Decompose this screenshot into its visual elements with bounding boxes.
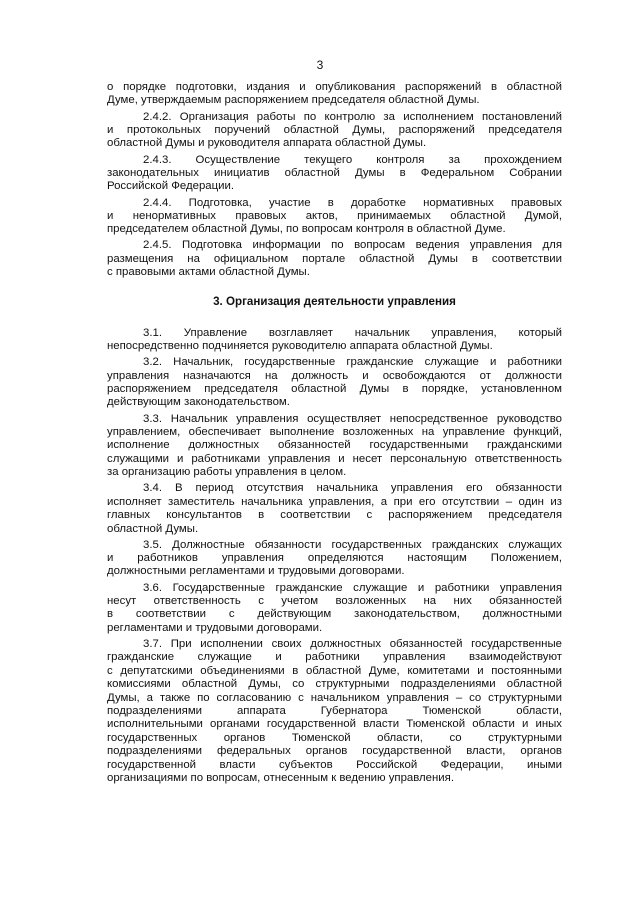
paragraph-3-3	[107, 413, 562, 480]
text-line: Думе, утверждаемым распоряжением председателя областной Думы.	[107, 94, 480, 107]
text-line: областной Думы и руководителя аппарата областной Думы.	[107, 137, 427, 150]
text-line: и работников управления определяются настоящим Положением,	[107, 552, 562, 565]
text-line: организациями по вопросам, отнесенным к ведению управления.	[107, 771, 454, 784]
paragraph-3-4	[107, 482, 562, 536]
text-line: подразделениями федеральных органов государственной власти, органов	[107, 745, 562, 758]
text-line: 2.4.2. Организация работы по контролю за исполнением постановлений	[143, 110, 562, 123]
text-line: управлением, обеспечивает выполнение возложенных на управление функций,	[107, 425, 562, 438]
paragraph-3-1	[107, 327, 562, 354]
text-line: председателем областной Думы, по вопросам контроля в областной Думе.	[107, 223, 506, 236]
text-line: регламентами и трудовыми договорами.	[107, 621, 323, 634]
text-line: 3.5. Должностные обязанности государственных гражданских служащих	[143, 538, 562, 551]
text-line: Думы, а также по согласованию с начальником управления – со структурными	[107, 691, 562, 704]
text-line: за организацию работы управления в целом.	[107, 466, 347, 479]
text-line: комиссиями областной Думы, со структурными подразделениями областной	[107, 678, 562, 691]
text-line: размещения на официальном портале областной Думы в соответствии	[107, 252, 562, 265]
document-body	[107, 81, 562, 788]
paragraph-3-7	[107, 638, 562, 785]
text-line: непосредственно подчиняется руководителю аппарата областной Думы.	[107, 340, 493, 353]
text-line: 2.4.3. Осуществление текущего контроля за прохождением	[143, 153, 562, 166]
text-line: с правовыми актами областной Думы.	[107, 266, 310, 279]
text-line: исполняет заместитель начальника управления, а при его отсутствии – один из	[107, 495, 562, 508]
text-line: 3.1. Управление возглавляет начальник управления, который	[143, 326, 562, 339]
text-line: 2.4.5. Подготовка информации по вопросам ведения управления для	[143, 239, 562, 252]
text-line: 2.4.4. Подготовка, участие в доработке нормативных правовых	[143, 196, 562, 209]
text-line: исполнение должностных обязанностей государственными гражданскими	[107, 439, 562, 452]
text-line: Российской Федерации.	[107, 180, 235, 193]
text-line: 3.6. Государственные гражданские служащие и работники управления	[143, 581, 562, 594]
text-line: гражданские служащие и работники управления взаимодействуют	[107, 651, 562, 664]
text-line: государственной власти субъектов Российской Федерации, иными	[107, 758, 562, 771]
paragraph-2-4-4	[107, 197, 562, 237]
text-line: и ненормативных правовых актов, принимаемых областной Думой,	[107, 209, 562, 222]
text-line: законодательных инициатив областной Думы в Федеральном Собрании	[107, 166, 562, 179]
text-line: подразделениями аппарата Губернатора Тюменской области,	[107, 704, 562, 717]
text-line: и протокольных поручений областной Думы, распоряжений председателя	[107, 123, 562, 136]
text-line: 3.4. В период отсутствия начальника управления его обязанности	[143, 482, 562, 495]
text-line: служащими и работниками управления и несет персональную ответственность	[107, 452, 562, 465]
paragraph-2-4-5	[107, 239, 562, 279]
paragraph-2-4-2	[107, 111, 562, 151]
text-line: 3.3. Начальник управления осуществляет непосредственное руководство	[143, 412, 562, 425]
text-line: распоряжением председателя областной Думы в порядке, установленном	[107, 383, 562, 396]
paragraph-continuation	[107, 81, 562, 108]
paragraph-3-2	[107, 356, 562, 410]
text-line: областной Думы.	[107, 522, 199, 535]
page-number: 3	[316, 58, 324, 72]
text-line: с депутатскими объединениями в областной Думе, комитетами и постоянными	[107, 664, 562, 677]
text-line: 3.2. Начальник, государственные гражданские служащие и работники	[143, 356, 562, 369]
text-line: о порядке подготовки, издания и опубликования распоряжений в областной	[107, 81, 562, 93]
text-line: должностными регламентами и трудовыми договорами.	[107, 565, 405, 578]
section-heading: 3. Организация деятельности управления	[213, 294, 456, 308]
paragraph-2-4-3	[107, 154, 562, 194]
text-line: в соответствии с действующим законодательством, должностными	[107, 608, 562, 621]
text-line: исполнительными органами государственной власти Тюменской области и иных	[107, 718, 562, 731]
text-line: действующим законодательством.	[107, 396, 290, 409]
text-line: главных консультантов в соответствии с распоряжением председателя	[107, 509, 562, 522]
text-line: государственных органов Тюменской области, со структурными	[107, 731, 562, 744]
paragraph-3-6	[107, 582, 562, 636]
paragraph-3-5	[107, 539, 562, 579]
text-line: управления назначаются на должность и освобождаются от должности	[107, 369, 562, 382]
text-line: 3.7. При исполнении своих должностных обязанностей государственные	[143, 638, 562, 651]
text-line: несут ответственность с учетом возложенных на них обязанностей	[107, 595, 562, 608]
